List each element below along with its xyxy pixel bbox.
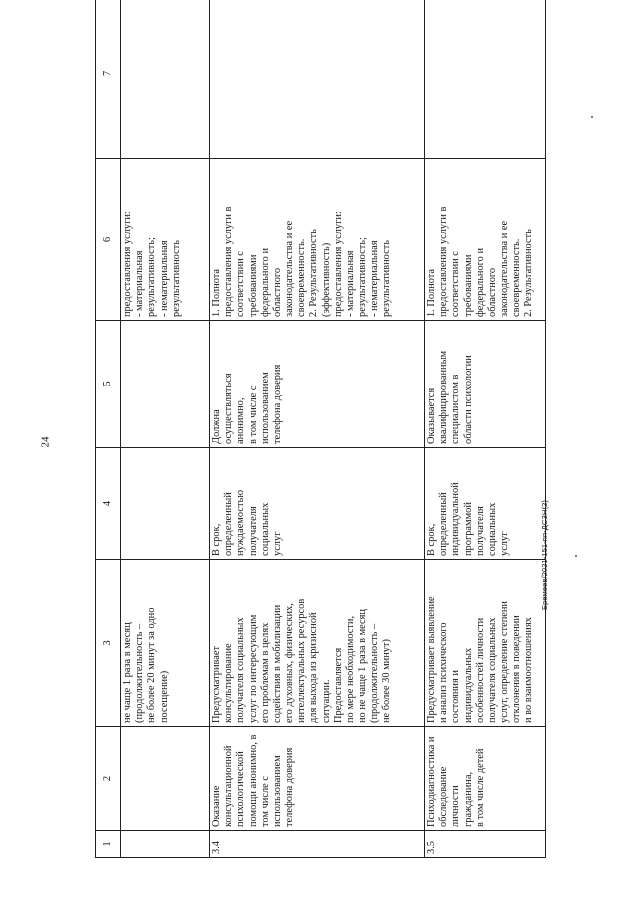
page-number: 24 <box>39 436 52 448</box>
header-cell-2: 2 <box>96 727 121 831</box>
cell-text-line: В срок, <box>211 523 222 556</box>
table-row <box>121 0 210 858</box>
cell-quality-indicators <box>210 159 425 321</box>
cell-text-line: не более 30 минут) <box>381 638 393 723</box>
cell-text-line: обследование <box>438 766 450 827</box>
header-cell-5: 5 <box>96 321 121 448</box>
cell-service-name <box>210 727 425 831</box>
cell-text-line: индивидуальной <box>450 482 462 556</box>
cell-number <box>121 831 210 858</box>
cell-text-line: своевременность. <box>296 238 308 317</box>
cell-text-line: определенный <box>438 492 450 556</box>
cell-text-line: ситуации. <box>320 679 332 723</box>
cell-text-line: и анализ психического <box>438 622 450 723</box>
cell-conditions <box>121 321 210 448</box>
cell-text-line: - материальная <box>344 250 356 317</box>
cell-text-line: соответствии с <box>450 251 462 317</box>
cell-text-line: Оказывается <box>426 387 437 444</box>
cell-notes <box>121 0 210 159</box>
cell-text-line: своевременность. <box>511 238 523 317</box>
cell-text-line: услуг, определение степени <box>499 601 511 723</box>
cell-text-line: области психологии <box>462 355 474 444</box>
header-cell-1: 1 <box>96 831 121 858</box>
cell-text-line: в том числе с <box>247 385 259 444</box>
cell-text-line: предоставления услуги в <box>438 206 450 317</box>
cell-text-line: отклонения в поведении <box>511 615 523 723</box>
cell-text-line: 3.4 <box>211 841 222 854</box>
cell-text-line: законодательства и ее <box>284 220 296 317</box>
cell-text-line: - нематериальная <box>369 240 381 317</box>
cell-text-line: квалифицированным <box>438 350 450 444</box>
cell-text-line: предоставления услуги: <box>332 211 344 317</box>
cell-text-line: результативность <box>170 239 182 317</box>
cell-service-name <box>121 727 210 831</box>
cell-text-line: услуг по интересующим <box>247 614 259 723</box>
cell-text-line: его проблемам в целях <box>259 622 271 723</box>
scan-speck <box>575 555 577 557</box>
cell-quality-indicators <box>425 159 546 321</box>
cell-deadline <box>121 448 210 560</box>
cell-text-line: областного <box>271 267 283 317</box>
cell-text-line: получателя социальных <box>235 617 247 723</box>
services-table-rotor <box>95 38 535 858</box>
cell-text-line: федерального и <box>259 247 271 317</box>
cell-text-line: не более 20 минут за одно <box>146 607 158 723</box>
cell-text-line: областного <box>486 267 498 317</box>
cell-text-line: Психодиагностика и <box>426 736 437 827</box>
cell-deadline <box>210 448 425 560</box>
header-cell-3: 3 <box>96 560 121 727</box>
cell-text-line: 3.5 <box>426 841 437 854</box>
cell-text-line: помощи анонимно, в <box>247 734 259 827</box>
cell-text-line: Предоставляется <box>332 647 344 723</box>
scan-speck <box>591 116 593 118</box>
cell-text-line: телефона доверия <box>284 747 296 827</box>
cell-text-line: 2. Результативность <box>308 229 320 317</box>
cell-service-name <box>425 727 546 831</box>
cell-text-line: социальных <box>259 502 271 556</box>
cell-text-line: получателя <box>474 506 486 556</box>
cell-text-line: в том числе детей <box>474 748 486 827</box>
cell-text-line: 2. Результативность <box>523 229 535 317</box>
cell-text-line: Оказание <box>211 785 222 827</box>
cell-text-line: интеллектуальных ресурсов <box>296 598 308 723</box>
cell-text-line: требованиями <box>247 254 259 317</box>
cell-text-line: личности <box>450 785 462 827</box>
cell-text-line: его духовных, физических, <box>284 603 296 723</box>
cell-description <box>210 560 425 727</box>
cell-description <box>121 560 210 727</box>
cell-text-line: требованиями <box>462 254 474 317</box>
cell-text-line: (продолжительность – <box>134 623 146 723</box>
cell-text-line: посещение) <box>158 670 170 723</box>
header-cell-4: 4 <box>96 448 121 560</box>
header-cell-7: 7 <box>96 0 121 159</box>
cell-conditions <box>210 321 425 448</box>
cell-text-line: индивидуальных <box>462 647 474 723</box>
cell-text-line: федерального и <box>474 247 486 317</box>
cell-text-line: том числе с <box>259 776 271 827</box>
cell-text-line: состояния и <box>450 670 462 723</box>
cell-text-line: использованием <box>259 372 271 444</box>
header-cell-6: 6 <box>96 159 121 321</box>
cell-text-line: (эффективность) <box>320 242 332 317</box>
cell-text-line: предоставления услуги в <box>223 206 235 317</box>
cell-text-line: консультационной <box>223 745 235 827</box>
cell-text-line: 1. Полнота <box>211 268 222 317</box>
cell-text-line: но не чаще 1 раза в месяц <box>357 609 369 723</box>
cell-text-line: получателя социальных <box>486 617 498 723</box>
cell-text-line: - материальная <box>134 250 146 317</box>
cell-text-line: результативность; <box>146 237 158 317</box>
cell-text-line: услуг <box>499 531 511 556</box>
cell-text-line: гражданина, <box>462 771 474 827</box>
cell-text-line: для выхода из кризисной <box>308 612 320 723</box>
cell-number <box>425 831 546 858</box>
cell-text-line: Предусматривает <box>211 645 222 723</box>
cell-text-line: Предусматривает выявление <box>426 596 437 723</box>
cell-number <box>210 831 425 858</box>
services-table-frame <box>95 38 535 858</box>
cell-text-line: результативность; <box>357 237 369 317</box>
cell-text-line: особенностей личности <box>474 617 486 723</box>
cell-text-line: предоставления услуги: <box>122 211 133 317</box>
cell-text-line: содействия в мобилизации <box>271 604 283 723</box>
cell-notes <box>210 0 425 159</box>
cell-text-line: телефона доверия <box>271 364 283 444</box>
cell-quality-indicators <box>121 159 210 321</box>
cell-conditions <box>425 321 546 448</box>
cell-text-line: и во взаимоотношениях <box>523 617 535 723</box>
cell-text-line: программой <box>462 502 474 556</box>
cell-notes <box>425 0 546 159</box>
cell-description <box>425 560 546 727</box>
cell-text-line: социальных <box>486 502 498 556</box>
cell-text-line: соответствии с <box>235 251 247 317</box>
document-id: Еремеев/2021-151-пп-ДСЗН(2) <box>540 500 549 610</box>
cell-text-line: осуществляться <box>223 373 235 444</box>
cell-text-line: по мере необходимости, <box>344 615 356 723</box>
cell-text-line: законодательства и ее <box>499 220 511 317</box>
services-table <box>95 0 546 858</box>
cell-text-line: услуг <box>271 531 283 556</box>
cell-text-line: консультирование <box>223 643 235 723</box>
cell-text-line: В срок, <box>426 523 437 556</box>
cell-text-line: анонимно, <box>235 397 247 444</box>
cell-text-line: определенный <box>223 492 235 556</box>
cell-text-line: 1. Полнота <box>426 268 437 317</box>
cell-text-line: психологической <box>235 751 247 827</box>
table-row <box>425 0 546 858</box>
cell-text-line: - нематериальная <box>158 240 170 317</box>
cell-text-line: результативность <box>381 239 393 317</box>
cell-text-line: Должна <box>211 409 222 444</box>
table-header-row <box>96 0 121 858</box>
cell-text-line: специалистом в <box>450 374 462 444</box>
cell-text-line: получателя <box>247 506 259 556</box>
table-row <box>210 0 425 858</box>
cell-deadline <box>425 448 546 560</box>
cell-text-line: (продолжительность – <box>369 623 381 723</box>
cell-text-line: не чаще 1 раза в месяц <box>122 622 133 723</box>
cell-text-line: использованием <box>271 755 283 827</box>
cell-text-line: нуждаемостью <box>235 490 247 556</box>
